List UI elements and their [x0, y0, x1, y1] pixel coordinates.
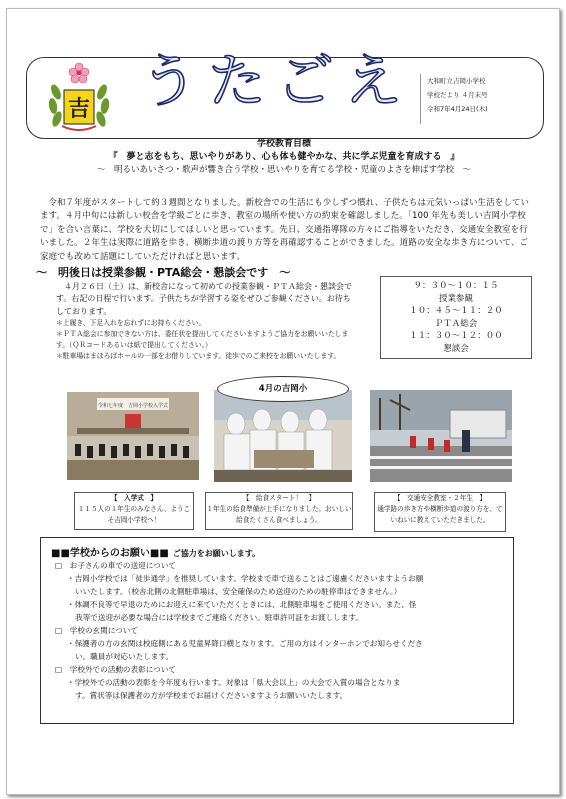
school-name: 大和町立吉岡小学校 [427, 77, 486, 85]
goal-label: 学校教育目標 [256, 139, 311, 149]
emblem-char: 吉 [67, 97, 91, 122]
schedule-event-3: 懇談会 [443, 343, 469, 354]
notice-line: いいたします。（校舎北側の北側駐車場は、安全確保のため送迎のための駐停車はできません。） [75, 587, 402, 596]
notice-line: □ お子さんの車での送迎について [55, 561, 176, 570]
schedule-event-1: 授業参観 [438, 293, 473, 304]
section2-title: ～ 明後日は授業参観・PTA総会・懇談会です ～ [36, 266, 291, 279]
issue-label: 学校だより ４月末号 [427, 91, 488, 99]
notice-line: 我等で送迎が必要な場合には学校までご連絡ください。駐車許可証をお渡しします。 [75, 613, 363, 622]
caption-school-lunch [205, 492, 353, 530]
notice-line: ・吉岡小学校では「徒歩通学」を推奨しています。学校まで車で送ることはご遠慮くださいますようお願 [67, 574, 424, 583]
school-requests-box [40, 537, 514, 724]
goal-main: 『 夢と志をもち、思いやりがあり、心も体も健やかな、共に学ぶ児童を育成する 』 [108, 152, 460, 162]
notice-line: □ 学校外での活動の表彰について [55, 665, 176, 674]
newsletter-title: うたごえ [140, 47, 413, 115]
school-emblem-icon [48, 62, 110, 134]
photo-entrance-ceremony [67, 392, 199, 480]
schedule-event-2: ＰＴＡ総会 [434, 318, 478, 329]
notice-line: す。賞状等は保護者の方が学校までお届けくださいますようお願いいたします。 [75, 691, 348, 700]
notice-subtitle: ご協力をお願いします。 [172, 549, 261, 558]
stage-sign-text: 令和七年度 吉岡小学校入学式 [97, 403, 169, 409]
notice-line: ・体調不良等で早退のためにお迎えに来ていただくときには、北側駐車場をご使用ください。また、怪 [67, 600, 417, 609]
note-2: ＊ＰＴＡ総会に参加できない方は、委任状を提出してくださいますようご協力をお願いいたします。（ＱＲコードあるいは紙で提出してください。） [56, 329, 349, 349]
notice-line: ・保護者の方の玄関は校庭側にある児童昇降口横となります。ご用の方はインターホンでお知らせくださ [67, 639, 423, 648]
caption-3-title: 【 交通安全教室・２年生 】 [393, 494, 487, 502]
notice-line: □ 学校の玄関について [55, 626, 138, 635]
schedule-time-1: ９：３０～１０：１５ [413, 281, 499, 291]
photo-traffic-safety-image [370, 390, 512, 482]
photo-traffic-safety [370, 390, 512, 482]
intro-paragraph: 令和７年度がスタートして約３週間となりました。新校舎での生活にも少しずつ慣れ、子供たちは元気いっぱい生活をしています。４月中旬には新しい校舎を学級ごとに歩き、教室の場所や使い方の約束を確認しました。「100 年先も美しい吉岡小学校で」を合い言葉に、学校を大切にしてほしいと思っています。先日、交通指導隊の方々にご指導をいただき、交通安全教室を行いました。２年生は実際に道路を歩き、横断歩道の渡り方等を再確認することができました。道路の安全な歩き方について、ご家庭でも改めて話題にしていただければと思います。 [40, 197, 530, 261]
caption-entrance-ceremony [74, 492, 194, 530]
note-3: ＊駐車場はまほろばホールの一部をお借りしています。徒歩でのご来校をお願いいたします。 [56, 351, 341, 360]
schedule-time-3: １１：３０～１２：００ [409, 331, 503, 341]
note-1: ＊上履き、下足入れを忘れずにお持ちください。 [56, 318, 206, 327]
school-goal [26, 138, 542, 177]
caption-traffic-safety [374, 492, 506, 532]
notice-line: い。職員が対応いたします。 [75, 652, 174, 661]
notice-line: ・学校外での活動の表彰を今年度も行います。対象は「県大会以上」の大会で入賞の場合となりま [67, 678, 401, 687]
issue-date: 令和7年4月24日(木) [427, 105, 488, 113]
photo-school-lunch [214, 390, 352, 482]
notice-lines [55, 559, 511, 702]
section2-body-block [56, 281, 356, 362]
schedule-time-2: １０：４５～１１：２０ [409, 306, 503, 316]
notice-title: ■■学校からのお願い■■ [51, 548, 169, 559]
notice-head [51, 544, 260, 559]
caption-1-text: １１５人の１年生のみなさん、ようこそ吉岡小学校へ！ [77, 505, 191, 524]
section2-body: ４月２６日（土）は、新校舎になって初めての授業参観・ＰＴＡ総会・懇談会です。右記の日程で行います。子供たちが学習する姿をぜひご参観ください。お待ちしております。 [56, 282, 352, 316]
photo-school-lunch-image [214, 390, 352, 482]
caption-1-title: 【 入学式 】 [110, 494, 158, 502]
goal-sub: ～ 明るいあいさつ・歌声が響き合う学校・思いやりを育てる学校・児童のよさを伸ばす学校 ～ [96, 165, 471, 175]
caption-2-title: 【 給食スタート！ 】 [242, 494, 316, 502]
schedule-box [380, 276, 532, 359]
issue-info [420, 74, 531, 124]
caption-3-text: 通学路の歩き方や横断歩道の渡り方を、ていねいに教えていただきました。 [377, 505, 503, 524]
photo-entrance-ceremony-image [67, 392, 199, 480]
caption-2-text: １年生の給食準備が上手になりました。おいしい給食たくさん食べましょう。 [206, 505, 352, 524]
photo-section-bubble: 4月の吉岡小 [217, 376, 349, 402]
